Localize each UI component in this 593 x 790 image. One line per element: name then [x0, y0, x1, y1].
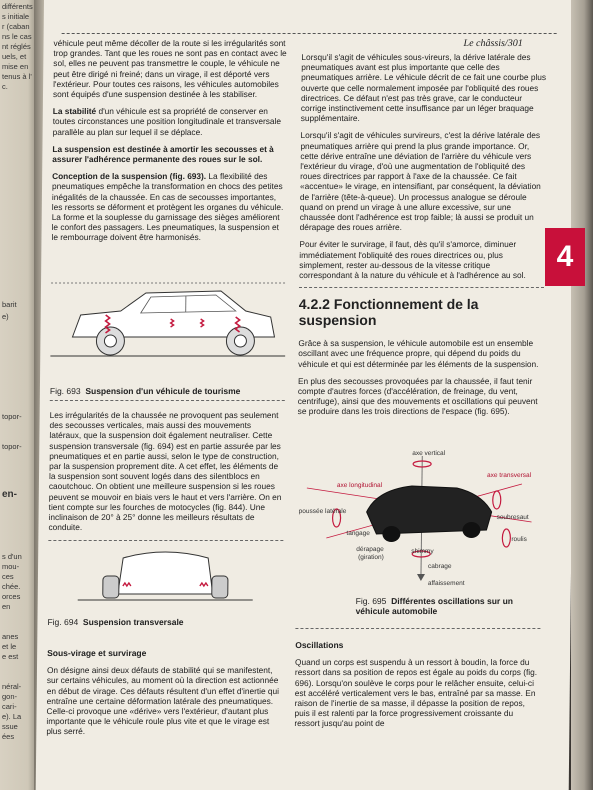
label-soubresaut: soubresaut [496, 514, 529, 521]
label-affaissement: affaissement [427, 580, 465, 587]
transverse-suspension-illustration [48, 546, 284, 608]
left-page-fragment: topor- [2, 412, 22, 421]
paragraph-eviter: Pour éviter le survirage, il faut, dès qu'il s'amorce, diminuer immédiatement l'obliquité des roues directrices ou, plus simplement, rester au-dessous de la vitesse critique correspondant à la nature du véhicule et à l'adhérence au sol. [299, 239, 526, 281]
car-suspension-illustration [50, 275, 286, 375]
label-shimmy: shimmy [411, 548, 434, 555]
left-page-fragment: gon- [2, 692, 18, 701]
label-axe-transversal: axe transversal [486, 472, 532, 479]
figure-695 [296, 450, 543, 620]
figure-caption: Fig. 693 Suspension d'un véhicule de tourisme [49, 386, 241, 396]
paragraph-survireurs: Lorsqu'il s'agit de véhicules survireurs, c'est la dérive latérale des pneumatiques arrière qui prend la plus grande importance. Or, cette dérive entraîne une déviation de l'arrière du véhicule vers l'extérieur du virage, d'où une augmentation de l'obliquité des roues directrices par rapport à l'axe de la chaussée. Ce fait «accentue» le virage, en intensifiant, par conséquent, la déviation de l'arrière (tête-à-queue). Un processus analogue se déroule quand on prend un virage à une allure excessive, sur une chaussée dont l'adhérence est trop faible; là aussi se produit un dérapage des roues arrière. [299, 130, 541, 233]
left-page-fragment: en [2, 602, 11, 611]
left-page-fragment: r (caban [2, 22, 30, 31]
left-page-fragment: mou- [2, 562, 20, 571]
page-edge [571, 0, 593, 790]
left-page-fragment: en- [2, 489, 17, 500]
left-page-fragment: topor- [2, 442, 22, 451]
divider [299, 287, 544, 288]
label-derapage: dérapage [356, 546, 384, 553]
paragraph-suspension-purpose: La suspension est destinée à amortir les secousses et à assurer l'adhérence permanente des roues sur le sol. [52, 143, 274, 165]
paragraph-sous-virage: On désigne ainsi deux défauts de stabilité qui se manifestent, sur certains véhicules, au moment où la direction est actionnée en début de virage. Ces défauts résultent d'un effet d'inertie qui entraîne une certaine déformation latérale des pneumatiques. Celle-ci provoque une «dérive» vers l'extérieur, d'autant plus importante que le véhicule roule plus vite et que le virage est plus serré. [46, 665, 280, 737]
left-page-fragment: s initiale [2, 12, 30, 21]
paragraph-forces: En plus des secousses provoquées par la chaussée, il faut tenir compte d'autres forces (d'accélération, de freinage, du vent, centrifuge), ainsi que des mouvements et oscillations qui peuvent se produire dans les trois directions de l'espace (fig. 695). [297, 375, 538, 417]
left-page-fragment: ées [2, 732, 15, 741]
left-page-fragment: e). La [2, 712, 22, 721]
paragraph: véhicule peut même décoller de la route si les irrégularités sont trop grandes. Tant que les roues ne sont pas en contact avec le sol, elles ne peuvent pas transmettre le couple, le véhicule ne peut être dirigé ni freiné; dans un virage, il est déporté vers l'extérieur. Pour toutes ces raisons, les véhicules automobiles sont équipés d'une suspension destinée à les stabiliser. [52, 38, 287, 100]
paragraph-fonctionnement: Grâce à sa suspension, le véhicule automobile est un ensemble oscillant avec une fréquence propre, qui dépend du poids du véhicule et qui est déterminée par les éléments de la suspension. [298, 338, 539, 369]
column-right-bottom [294, 640, 540, 736]
book-page [36, 0, 577, 790]
left-page-fragment: néral- [2, 682, 22, 691]
column-left-continued [48, 410, 284, 539]
label-axe-vertical: axe vertical [412, 450, 446, 457]
divider [48, 540, 283, 541]
label-axe-longitudinal: axe longitudinal [336, 482, 383, 489]
left-page-fragment: ns le cas [2, 32, 32, 41]
figure-caption: Fig. 694 Suspension transversale [47, 617, 184, 627]
label-tangage: tangage [346, 530, 370, 537]
header-rule [62, 33, 557, 34]
paragraph-sous-vireurs: Lorsqu'il s'agit de véhicules sous-vireurs, la dérive latérale des pneumatiques avant est plus importante que celle des pneumatiques arrière. Le véhicule décrit de ce fait une courbe plus ouverte que celle normalement imposée par l'obliquité des roues directrices. Ce défaut n'est pas très grave, car le conducteur corrige instinctivement cette insuffisance par un léger braquage supplémentaire. [300, 52, 547, 124]
paragraph-lateral: Les irrégularités de la chaussée ne provoquent pas seulement des secousses verticales, mais aussi des mouvements latéraux, que la suspension doit également neutraliser. Cette suspension transversale (fig. 694) est en partie assurée par les pneumatiques et en partie aussi, selon le type de construction, par la suspension proprement dite. A cet effet, les éléments de la suspension sont souvent logés dans des silentblocs en caoutchouc. On obtient une meilleure suspension si les roues peuvent se mouvoir en biais vers le haut et vers l'arrière. On en tient compte sur les fourches de motocycles (fig. 844). Une inclinaison de 20° à 25° donne les meilleurs résultats de conduite. [48, 410, 282, 533]
left-page-fragment: mise en [2, 62, 29, 71]
left-page-fragment: e) [2, 312, 9, 321]
left-page-fragment: c. [2, 82, 8, 91]
left-page-fragment: différents [2, 2, 33, 11]
left-page-fragment: uels, et [2, 52, 27, 61]
label-cabrage: cabrage [428, 563, 452, 570]
paragraph-stability: La stabilité d'un véhicule est sa propriété de conserver en toutes circonstances une position longitudinale et transversale parallèle au plan sur lequel il se déplace. [52, 106, 282, 137]
figure-693 [50, 275, 286, 395]
left-page-fragment: ces [2, 572, 14, 581]
paragraph-conception: Conception de la suspension (fig. 693). La flexibilité des pneumatiques empêche la transformation en chocs des petites inégalités de la chaussée. En cas de secousses importantes, les ressorts se déforment et protègent les organes du véhicule. La forme et la souplesse du garnissage des sièges améliorent le confort des passagers. Les pneumatiques, la suspension et le rembourrage doivent être harmonisés. [51, 171, 284, 243]
left-page-fragment: ssue [2, 722, 18, 731]
paragraph-oscillations: Quand un corps est suspendu à un ressort à boudin, la force du ressort dans sa position de repos est égale au poids du corps (fig. 696). Lorsqu'on soulève le corps pour le relâcher ensuite, celui-ci est accéléré verticalement vers le bas, entraîné par sa masse. En raison de l'inertie de sa masse, il dépasse la position de repos, puis il est ralenti par la force progressivement croissante du ressort jusqu'au point de [294, 657, 538, 729]
divider [295, 628, 540, 629]
column-right [298, 52, 547, 424]
label-roulis: roulis [511, 536, 527, 543]
left-page-fragment: cari- [2, 702, 17, 711]
chapter-tab: 4 [545, 228, 585, 286]
label-poussee-laterale: poussée latérale [298, 508, 347, 515]
running-head: Le châssis/301 [463, 38, 523, 49]
column-left-bottom [46, 648, 282, 744]
left-page-fragment: e est [2, 652, 19, 661]
left-page-fragment: et le [2, 642, 17, 651]
figure-caption: Fig. 695 Différentes oscillations sur un véhicule automobile [355, 596, 514, 616]
divider [50, 400, 285, 401]
left-page-fragment: s d'un [2, 552, 22, 561]
left-page-fragment: chée. [2, 582, 21, 591]
left-page-fragment: orces [2, 592, 21, 601]
left-page-fragment: barit [2, 300, 17, 309]
label-giration: (giration) [358, 554, 384, 561]
section-heading: 4.2.2 Fonctionnement de la suspension [298, 296, 479, 329]
figure-694 [47, 546, 283, 636]
subheading-oscillations: Oscillations [295, 640, 344, 650]
subheading-sous-virage: Sous-virage et survirage [47, 648, 147, 658]
column-left [51, 38, 288, 250]
left-page-fragment: nt réglés [2, 42, 31, 51]
left-page-fragment: tenus à l' [2, 72, 32, 81]
left-page-fragment: anes [2, 632, 19, 641]
